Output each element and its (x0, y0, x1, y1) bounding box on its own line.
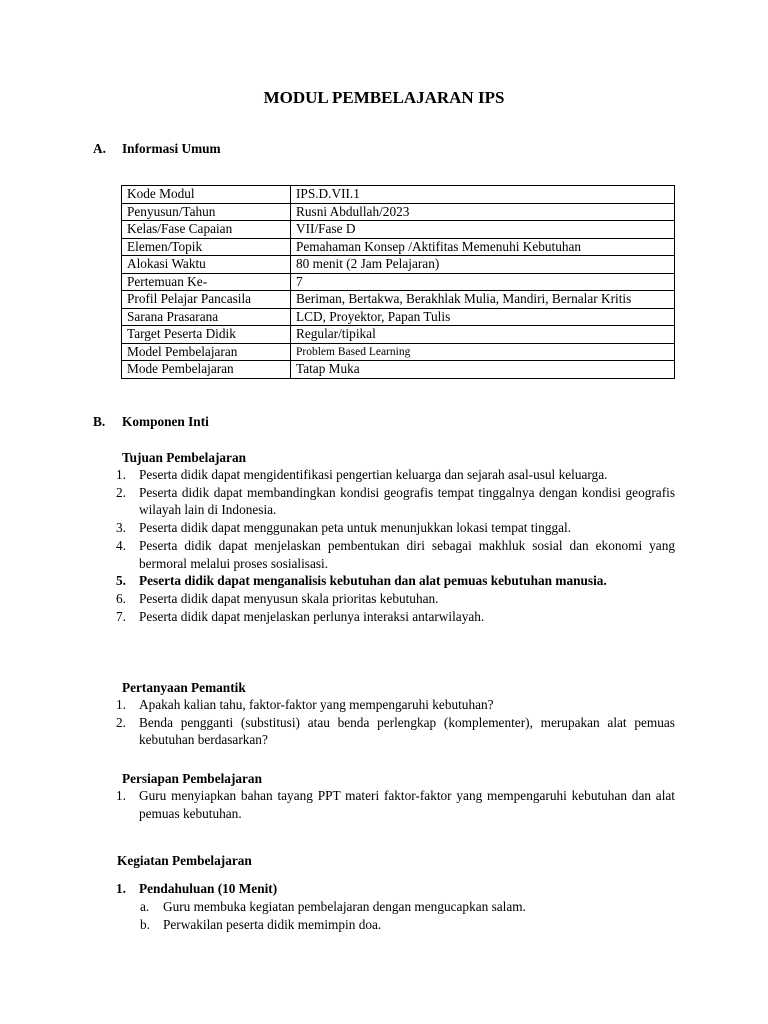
list-text: Benda pengganti (substitusi) atau benda perlengkap (komplementer), merupakan alat pemuas kebutuhan berdasarkan? (139, 714, 675, 748)
table-value: Tatap Muka (291, 361, 675, 379)
list-item (116, 714, 675, 749)
list-text: Perwakilan peserta didik memimpin doa. (163, 916, 382, 932)
list-item (116, 519, 675, 537)
table-row (122, 256, 675, 274)
tujuan-heading: Tujuan Pembelajaran (122, 450, 246, 465)
list-text: Peserta didik dapat membandingkan kondisi geografis tempat tinggalnya dengan kondisi geografis wilayah lain di Indonesia. (139, 484, 675, 518)
table-row (122, 291, 675, 309)
list-item (116, 608, 675, 626)
list-letter: b. (140, 916, 150, 932)
table-key: Pertemuan Ke- (122, 273, 291, 291)
table-value: LCD, Proyektor, Papan Tulis (291, 308, 675, 326)
section-b-heading (93, 413, 209, 431)
step-number: 1. (116, 881, 126, 896)
list-number: 4. (116, 537, 126, 553)
list-text: Peserta didik dapat menggunakan peta untuk menunjukkan lokasi tempat tinggal. (139, 520, 572, 536)
kegiatan-heading: Kegiatan Pembelajaran (117, 853, 252, 868)
table-row (122, 238, 675, 256)
list-text: Peserta didik dapat menjelaskan perlunya interaksi antarwilayah. (139, 608, 485, 624)
list-item (116, 787, 675, 822)
pendahuluan-list (140, 898, 675, 933)
table-key: Kelas/Fase Capaian (122, 221, 291, 239)
table-value: IPS.D.VII.1 (291, 186, 675, 204)
tujuan-list (116, 466, 675, 625)
list-text: Peserta didik dapat menyusun skala prioritas kebutuhan. (139, 590, 439, 606)
table-key: Sarana Prasarana (122, 308, 291, 326)
list-number: 3. (116, 520, 126, 536)
list-number: 2. (116, 484, 126, 500)
list-number: 1. (116, 788, 126, 803)
table-value: Problem Based Learning (291, 343, 675, 361)
table-value: Pemahaman Konsep /Aktifitas Memenuhi Kebutuhan (291, 238, 675, 256)
table-value: VII/Fase D (291, 221, 675, 239)
table-key: Alokasi Waktu (122, 256, 291, 274)
list-item (140, 898, 675, 916)
table-key: Profil Pelajar Pancasila (122, 291, 291, 309)
list-text: Peserta didik dapat mengidentifikasi pengertian keluarga dan sejarah asal-usul keluarga. (139, 467, 608, 482)
section-a-label: Informasi Umum (122, 141, 221, 156)
table-row (122, 343, 675, 361)
list-text: Guru menyiapkan bahan tayang PPT materi faktor-faktor yang mempengaruhi kebutuhan dan alat pemuas kebutuhan. (139, 788, 675, 821)
list-item (116, 696, 675, 714)
pendahuluan-step (116, 880, 277, 898)
list-letter: a. (140, 899, 150, 914)
table-row (122, 221, 675, 239)
list-item (116, 537, 675, 572)
table-value: 7 (291, 273, 675, 291)
pertanyaan-list (116, 696, 675, 749)
persiapan-heading: Persiapan Pembelajaran (122, 771, 262, 786)
list-number: 1. (116, 697, 126, 712)
table-key: Elemen/Topik (122, 238, 291, 256)
list-item (116, 466, 675, 484)
list-text: Peserta didik dapat menjelaskan pembentukan diri sebagai makhluk sosial dan ekonomi yang bermoral melalui proses sosialisasi. (139, 537, 675, 571)
table-row (122, 361, 675, 379)
table-row (122, 203, 675, 221)
table-key: Kode Modul (122, 186, 291, 204)
table-value: 80 menit (2 Jam Pelajaran) (291, 256, 675, 274)
table-row (122, 326, 675, 344)
table-row (122, 273, 675, 291)
list-text: Peserta didik dapat menganalisis kebutuhan dan alat pemuas kebutuhan manusia. (139, 573, 607, 589)
table-row (122, 308, 675, 326)
table-key: Penyusun/Tahun (122, 203, 291, 221)
info-table (121, 185, 675, 379)
list-text: Apakah kalian tahu, faktor-faktor yang mempengaruhi kebutuhan? (139, 697, 494, 712)
section-a-letter: A. (93, 141, 106, 156)
persiapan-list (116, 787, 675, 822)
table-key: Model Pembelajaran (122, 343, 291, 361)
table-key: Mode Pembelajaran (122, 361, 291, 379)
list-item (116, 484, 675, 519)
pertanyaan-heading: Pertanyaan Pemantik (122, 680, 246, 695)
table-value: Regular/tipikal (291, 326, 675, 344)
list-text: Guru membuka kegiatan pembelajaran dengan mengucapkan salam. (163, 899, 526, 914)
table-value: Beriman, Bertakwa, Berakhlak Mulia, Mandiri, Bernalar Kritis (291, 291, 675, 309)
list-number: 5. (116, 573, 126, 589)
list-number: 2. (116, 714, 126, 730)
table-row (122, 186, 675, 204)
section-a-heading (93, 140, 221, 158)
list-item (140, 916, 675, 934)
page-title: MODUL PEMBELAJARAN IPS (263, 88, 505, 107)
table-value: Rusni Abdullah/2023 (291, 203, 675, 221)
table-key: Target Peserta Didik (122, 326, 291, 344)
section-b-letter: B. (93, 414, 106, 429)
section-b-label: Komponen Inti (122, 414, 209, 429)
list-number: 1. (116, 467, 126, 482)
list-number: 7. (116, 608, 126, 624)
list-number: 6. (116, 590, 126, 606)
list-item (116, 590, 675, 608)
list-item (116, 572, 675, 590)
step-label: Pendahuluan (10 Menit) (139, 881, 278, 896)
